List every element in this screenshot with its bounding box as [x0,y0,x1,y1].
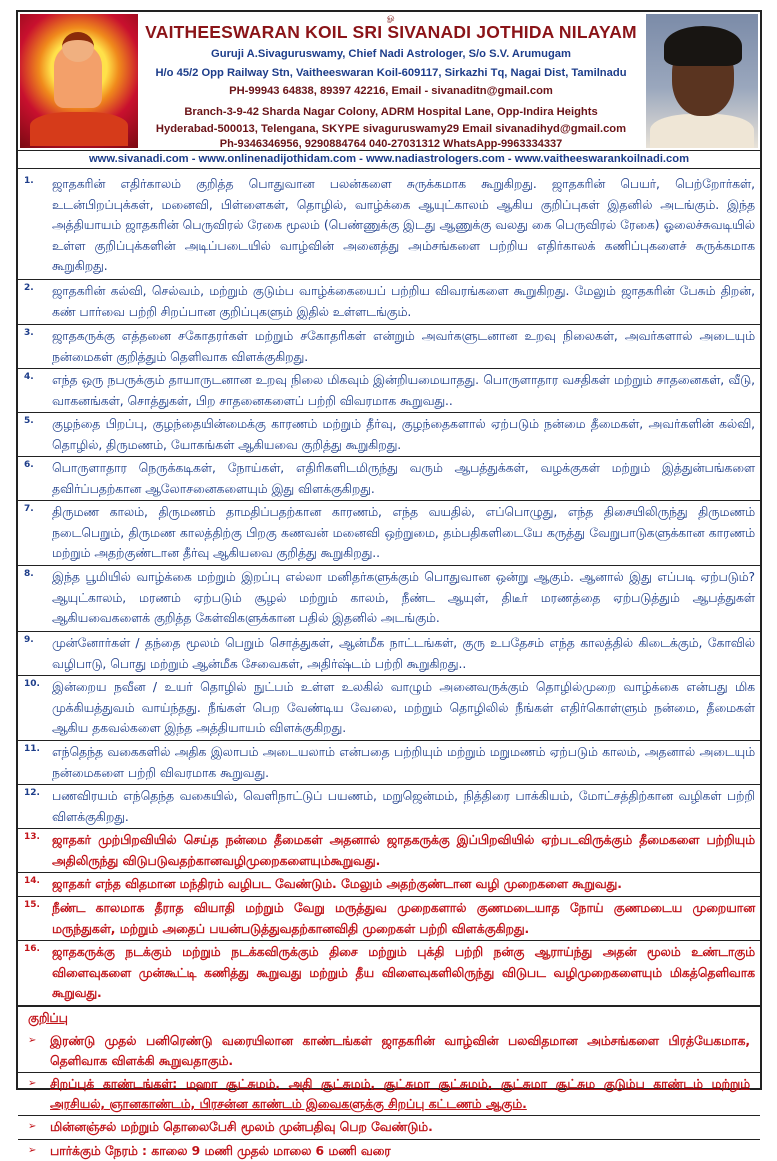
header-line-2: H/o 45/2 Opp Railway Stn, Vaitheeswaran Koil-609117, Sirkazhi Tq, Nagai Dist, Tamilnadu [155,67,627,79]
astrologer-photo [646,14,758,148]
header-line-5: Hyderabad-500013, Telengana, SKYPE sivaguruswamy29 Email sivanadihyd@gmail.com [155,123,627,135]
note-heading: குறிப்பு [28,1011,68,1025]
institution-title: VAITHEESWARAN KOIL SRI SIVANADI JOTHIDA NILAYAM [145,22,637,42]
header-line-3: PH-99943 64838, 89397 42216, Email - sivanaditn@gmail.com [229,85,553,97]
deity-image [20,14,138,148]
header-line-1: Guruji A.Sivaguruswamy, Chief Nadi Astrologer, S/o S.V. Arumugam [211,48,571,60]
header-line-4: Branch-3-9-42 Sharda Nagar Colony, ADRM Hospital Lane, Opp-Indira Heights [184,106,598,118]
arrow-icon: ➢ [28,1078,37,1089]
arrow-icon: ➢ [28,1035,37,1046]
letterhead [18,12,760,150]
arrow-icon: ➢ [28,1145,37,1156]
arrow-icon: ➢ [28,1121,37,1132]
om-symbol: ௐ [387,13,396,23]
header-line-6: Ph-9346346956, 9290884764 040-27031312 WhatsApp-9963334337 [219,138,563,150]
website-links: www.sivanadi.com - www.onlinenadijothidam.com - www.nadiastrologers.com - www.vaitheeswarankoilnadi.com [18,150,760,169]
document-frame: ௐ VAITHEESWARAN KOIL SRI SIVANADI JOTHIDA NILAYAM Guruji A.Sivaguruswamy, Chief Nadi Astrologer, S/o S.V. Arumugam H/o 45/2 Opp Railway Stn, Vaitheeswaran Koil-609117, Sirkazhi Tq, Nagai Dist, Tamilnadu PH-99943 64838, 89397 42216, Email - sivanaditn@gmail.com Branch-3-9-42 Sharda Nagar Colony, ADRM Hospital Lane, Opp-Indira Heights Hyderabad-500013, Telengana, SKYPE sivaguruswamy29 Email sivanadihyd@gmail.com Ph-9346346956, 9290884764 040-27031312 WhatsApp-9963334337 www.sivanadi.com - www.onlinenadijothidam.com - www.nadiastrologers.com - www.vaitheeswarankoilnadi.com 1. ஜாதகரின் எதிர்காலம் குறித்த பொதுவான பலன்களை சுருக்கமாக கூறுகிறது. ஜாதகரின் பெயர், பெற்றோர்கள், உடன்பிறப்புக்கள், மனைவி, பிள்ளைகள், தொழில், வாழ்க்கை ஆயுட்காலம் ஆகிய குறிப்புகள் இதனில் அடங்கும். இந்த அத்தியாயம் ஜாதகரின் பெருவிரல் ரேகை மூலம் (பெண்ணுக்கு இடது ஆணுக்கு வலது கை பெருவிரல் ரேகை) ஓலைச்சுவடியில் உள்ள குறிப்புக்களின் அடிப்படையில் வாழ்வின் அனைத்து அம்சங்களை பற்றிய எதிர்காலக் கணிப்புகளைச் சுருக்கமாக கூறுகிறது. 2. ஜாதகரின் கல்வி, செல்வம், மற்றும் குடும்ப வாழ்க்கையைப் பற்றிய விவரங்களை கூறுகிறது. மேலும் ஜாதகரின் பேசும் திறன், கண் பார்வை பற்றி சிறப்பான குறிப்புகளும் இதில் உள்ளடங்கும். 3. ஜாதகருக்கு எத்தனை சகோதரர்கள் மற்றும் சகோதரிகள் என்றும் அவர்களுடனான உறவு நிலைகள், அவர்களால் அடையும் நன்மைகள் குறித்தும் தெளிவாக விளக்குகிறது. 4. எந்த ஒரு நபருக்கும் தாயாருடனான உறவு நிலை மிகவும் இன்றியமையாதது. பொருளாதார வசதிகள் மற்றும் சாதனைகள், வீடு, வாகனங்கள், சொத்துகள், பிற சாதனைகளைப் பற்றி விவரமாக கூறுவது.. 5. குழந்தை பிறப்பு, குழந்தையின்மைக்கு காரணம் மற்றும் தீர்வு, குழந்தைகளால் ஏற்படும் நன்மை தீமைகள், அவர்களின் கல்வி, தொழில், திருமணம், யோகங்கள் ஆகியவை குறித்து கூறுகிறது. 6. பொருளாதார நெருக்கடிகள், நோய்கள், எதிரிகளிடமிருந்து வரும் ஆபத்துக்கள், வழக்குகள் மற்றும் இத்துன்பங்களை தவிர்ப்பதற்கான ஆலோசனைகளையும் இது விளக்குகிறது. 7. திருமண காலம், திருமணம் தாமதிப்பதற்கான காரணம், எந்த வயதில், எப்பொழுது, எந்த திசையிலிருந்து திருமணம் நடைபெறும், திருமண காலத்திற்கு பிறகு கணவன் மனைவி ஒற்றுமை, தம்பதிகளிடையே கருத்து வேறுபாடுகளுக்கான காரணம் மற்றும் அதற்குண்டான தீர்வு ஆகியவை குறித்து கூறுகிறது.. 8. இந்த பூமியில் வாழ்க்கை மற்றும் இறப்பு எல்லா மனிதர்களுக்கும் பொதுவான ஒன்று ஆகும். ஆனால் இது எப்படி ஏற்படும்? ஆயுட்காலம், மரணம் ஏற்படும் சூழல் மற்றும் காலம், நீண்ட ஆயுள், திடீர் மரணத்தை ஏற்படுத்தும் ஆபத்துகள் ஆகியவைகளைக் குறித்த கேள்விகளுக்கான பதில் இதனில் அடங்கும். 9. முன்னோர்கள் / தந்தை மூலம் பெறும் சொத்துகள், ஆன்மீக நாட்டங்கள், குரு உபதேசம் எந்த காலத்தில் கிடைக்கும், கோவில் வழிபாடு, பொது மற்றும் ஆன்மீக சேவைகள், அதிர்ஷ்டம் பற்றி கூறுகிறது.. 10. இன்றைய நவீன / உயர் தொழில் நுட்பம் உள்ள உலகில் வாழும் அனைவருக்கும் தொழில்முறை வாழ்க்கை என்பது மிக முக்கியத்துவம் வாய்ந்தது. நீங்கள் பெற வேண்டிய வேலை, மற்றும் தொழிலில் நீங்கள் எதிர்கொள்ளும் நன்மை, தீமைகள் ஆகிய தகவல்களை இந்த அத்தியாயம் விளக்குகிறது. 11. எந்தெந்த வகைகளில் அதிக இலாபம் அடையலாம் என்பதை பற்றியும் மற்றும் மறுமணம் ஏற்படும் காலம், அதனால் அடையும் நன்மைகளை பற்றி விவரமாக கூறுவது. 12. பணவிரயம் எந்தெந்த வகையில், வெளிநாட்டுப் பயணம், மறுஜென்மம், நித்திரை பாக்கியம், மோட்சத்திற்கான வழிகள் பற்றி விளக்குகிறது. 13. ஜாதகர் முற்பிறவியில் செய்த நன்மை தீமைகள் அதனால் ஜாதகருக்கு இப்பிறவியில் ஏற்படவிருக்கும் தீமைகளை பற்றியும் அதிலிருந்து விடுபடுவதற்கானவழிமுறைகளையும்கூறுவது. 14. ஜாதகர் எந்த விதமான மந்திரம் வழிபட வேண்டும். மேலும் அதற்குண்டான வழி முறைகளை கூறுவது. 15. நீண்ட காலமாக தீராத வியாதி மற்றும் வேறு மருத்துவ முறைகளால் குணமடையாத நோய் குணமடைய முறையான மருந்துகள், மற்றும் அதைப் பயன்படுத்துவதற்கானவிதி முறைகள் பற்றி விளக்குகிறது. 16. ஜாதகருக்கு நடக்கும் மற்றும் நடக்கவிருக்கும் திசை மற்றும் புக்தி பற்றி நன்கு ஆராய்ந்து அதன் மூலம் உண்டாகும் விளைவுகளை முன்கூட்டி கணித்து கூறுவது மற்றும் தீய விளைவுகளிலிருந்து விடுபட வழிமுறைகளையும் மிகத்தெளிவாக கூறுவது. குறிப்பு ➢ இரண்டு முதல் பனிரெண்டு வரையிலான காண்டங்கள் ஜாதகரின் வாழ்வின் பலவிதமான அம்சங்களை பிரத்யேகமாக, தெளிவாக விளக்கி கூறுவதாகும். ➢ சிறப்புக் காண்டங்கள்: மஹா சூட்சுமம், அதி சூட்சுமம், சூட்சுமா சூட்சுமம், சூட்சுமா சூட்சும குடும்ப காண்டம் மற்றும் அரசியல், ஞானகாண்டம், பிரசன்ன காண்டம் இவைகளுக்கு சிறப்பு கட்டணம் ஆகும். ➢ மின்னஞ்சல் மற்றும் தொலைபேசி மூலம் முன்பதிவு பெற வேண்டும். ➢ பார்க்கும் நேரம் : காலை 9 மணி முதல் மாலை 6 மணி வரை [16,10,762,1090]
